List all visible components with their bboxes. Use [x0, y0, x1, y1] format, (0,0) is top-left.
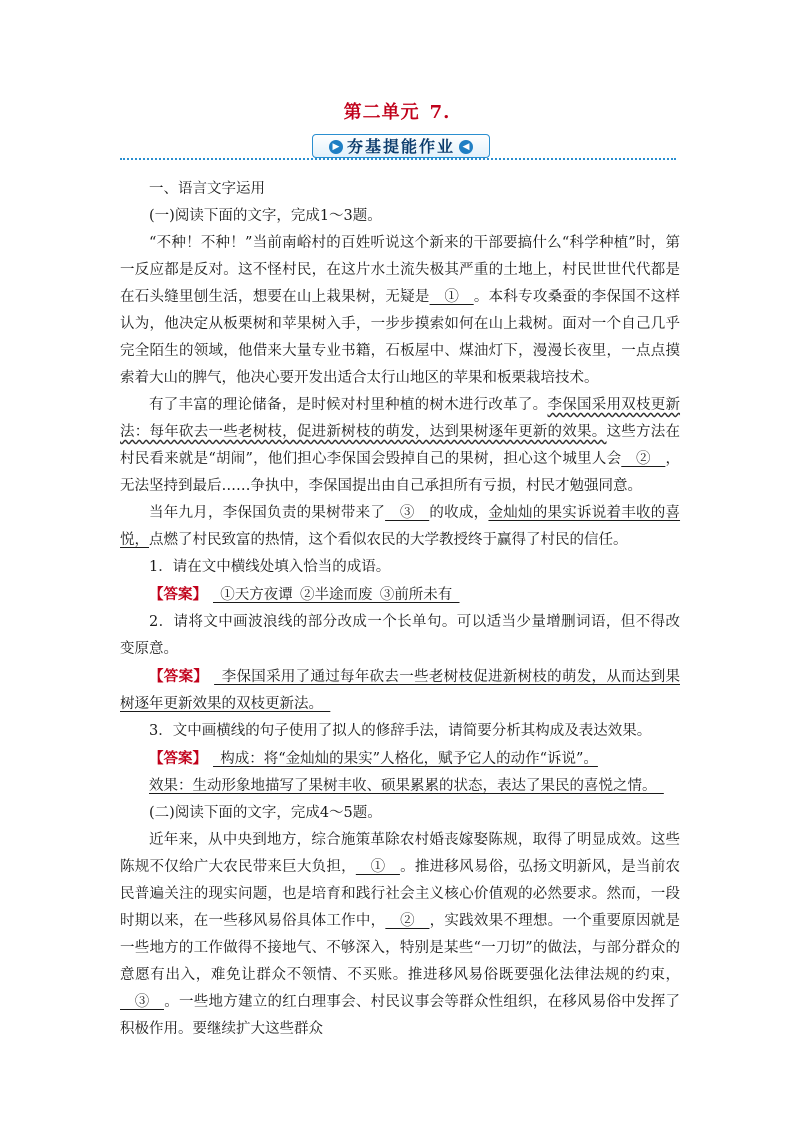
- part1-intro: (一)阅读下面的文字，完成1～3题。: [149, 208, 382, 224]
- answer-1-text: _①天方夜谭_②半途而废_③前所未有_: [213, 587, 460, 603]
- unit-number: 7.: [429, 102, 451, 123]
- blank-4-2: __②__: [385, 913, 430, 929]
- answer-tag: 【答案】: [149, 750, 207, 767]
- part2-intro: (二)阅读下面的文字，完成4～5题。: [149, 805, 382, 821]
- question-2: 2．请将文中画波浪线的部分改成一个长单句。可以适当少量增删词语，但不得改变原意。: [120, 614, 680, 657]
- answer-1: [120, 581, 680, 609]
- answer-3-continued: [120, 773, 680, 800]
- unit-title: [0, 98, 794, 124]
- section-banner: [312, 134, 490, 158]
- para4-text-a: 近年来，从中央到地方，综合施策革除农村婚丧嫁娶陈规，取得了明显成效。这些陈规不仅给广大农民带来巨大负担，: [120, 832, 680, 875]
- passage-paragraph-1: [120, 230, 680, 392]
- passage-paragraph-2: [120, 392, 680, 500]
- answer-3-line-1: _构成：将“金灿灿的果实”人格化，赋予它人的动作“诉说”。: [213, 751, 598, 767]
- answer-tag: 【答案】: [149, 586, 207, 603]
- underlined-sentence: 金灿灿的果实诉说着丰收的喜悦，: [120, 505, 681, 548]
- para3-text-c: 点燃了村民致富的热情，这个看似农民的大学教授终于赢得了村民的信任。: [149, 532, 628, 548]
- dotted-divider: [120, 158, 676, 160]
- blank-2: __②__: [621, 451, 666, 467]
- para3-text-b: 的收成，: [429, 505, 489, 521]
- wavy-underlined-text: 李保国采用双枝更新法：每年砍去一些老树枝，促进新树枝的萌发，达到果树逐年更新的效果。: [120, 397, 681, 440]
- question-1: 1．请在文中横线处填入恰当的成语。: [149, 559, 391, 575]
- para1-text-a: “不种！不种！”当前南峪村的百姓听说这个新来的干部要搞什么“科学种植”时，第一反应都是反对。这不怪村民，在这片水土流失极其严重的土地上，村民世世代代都是在石头缝里刨生活，想要在山上栽果树，无疑是: [120, 235, 680, 305]
- question-3: 3．文中画横线的句子使用了拟人的修辞手法，请简要分析其构成及表达效果。: [149, 723, 652, 739]
- blank-4-1: __①__: [355, 859, 400, 875]
- blank-3: __③__: [385, 505, 430, 521]
- para2-text-c: ，无法坚持到最后……争执中，李保国提出由自己承担所有亏损，村民才勉强同意。: [120, 451, 681, 494]
- para2-text-a: 有了丰富的理论储备，是时候对村里种植的树木进行改革了。: [149, 397, 548, 413]
- para2-text-b: 这些方法在村民看来就是“胡闹”，他们担心李保国会毁掉自己的果树，担心这个城里人会: [120, 424, 681, 467]
- para4-text-b: 。推进移风易俗，弘扬文明新风，是当前农民普遍关注的现实问题，也是培育和践行社会主义核心价值观的必然要求。然而，一段时期以来，在一些移风易俗具体工作中，: [120, 859, 681, 929]
- para1-text-b: 。本科专攻桑蚕的李保国不这样认为，他决定从板栗树和苹果树入手，一步步摸索如何在山上栽树。面对一个自己几乎完全陌生的领域，他借来大量专业书籍，石板屋中、煤油灯下，漫漫长夜里，一点点摸索着大山的脾气，他决心要开发出适合太行山地区的苹果和板栗栽培技术。: [120, 289, 681, 386]
- left-arrow-icon: ◀: [459, 140, 473, 154]
- unit-title-text: 第二单元: [343, 102, 420, 123]
- section-banner-row: [120, 134, 676, 160]
- blank-4-3: __③__: [120, 994, 164, 1010]
- banner-label: 夯基提能作业: [346, 136, 455, 156]
- para3-text-a: 当年九月，李保国负责的果树带来了: [149, 505, 386, 521]
- answer-2: [120, 663, 680, 718]
- passage-paragraph-4: [120, 827, 680, 1043]
- answer-2-text: _李保国采用了通过每年砍去一些老树枝促进新树枝的萌发，从而达到果树逐年更新效果的双枝更新法。_: [120, 669, 680, 712]
- para4-text-d: 。一些地方建立的红白理事会、村民议事会等群众性组织，在移风易俗中发挥了积极作用。要继续扩大这些群众: [120, 994, 681, 1037]
- answer-3: [120, 745, 680, 773]
- document-body: [120, 176, 680, 1043]
- right-arrow-icon: ▶: [329, 140, 343, 154]
- blank-1: __①__: [429, 289, 474, 305]
- section-heading: 一、语言文字运用: [149, 181, 265, 197]
- passage-paragraph-3: [120, 500, 680, 554]
- para4-text-c: ，实践效果不理想。一个重要原因就是一些地方的工作做得不接地气、不够深入，特别是某些“一刀切”的做法，与部分群众的意愿有出入，难免让群众不领情、不买账。推进移风易俗既要强化法律法规的约束，: [120, 913, 681, 983]
- answer-tag: 【答案】: [149, 668, 209, 685]
- answer-3-line-2: 效果：生动形象地描写了果树丰收、硕果累累的状态，表达了果民的喜悦之情。_: [149, 778, 664, 794]
